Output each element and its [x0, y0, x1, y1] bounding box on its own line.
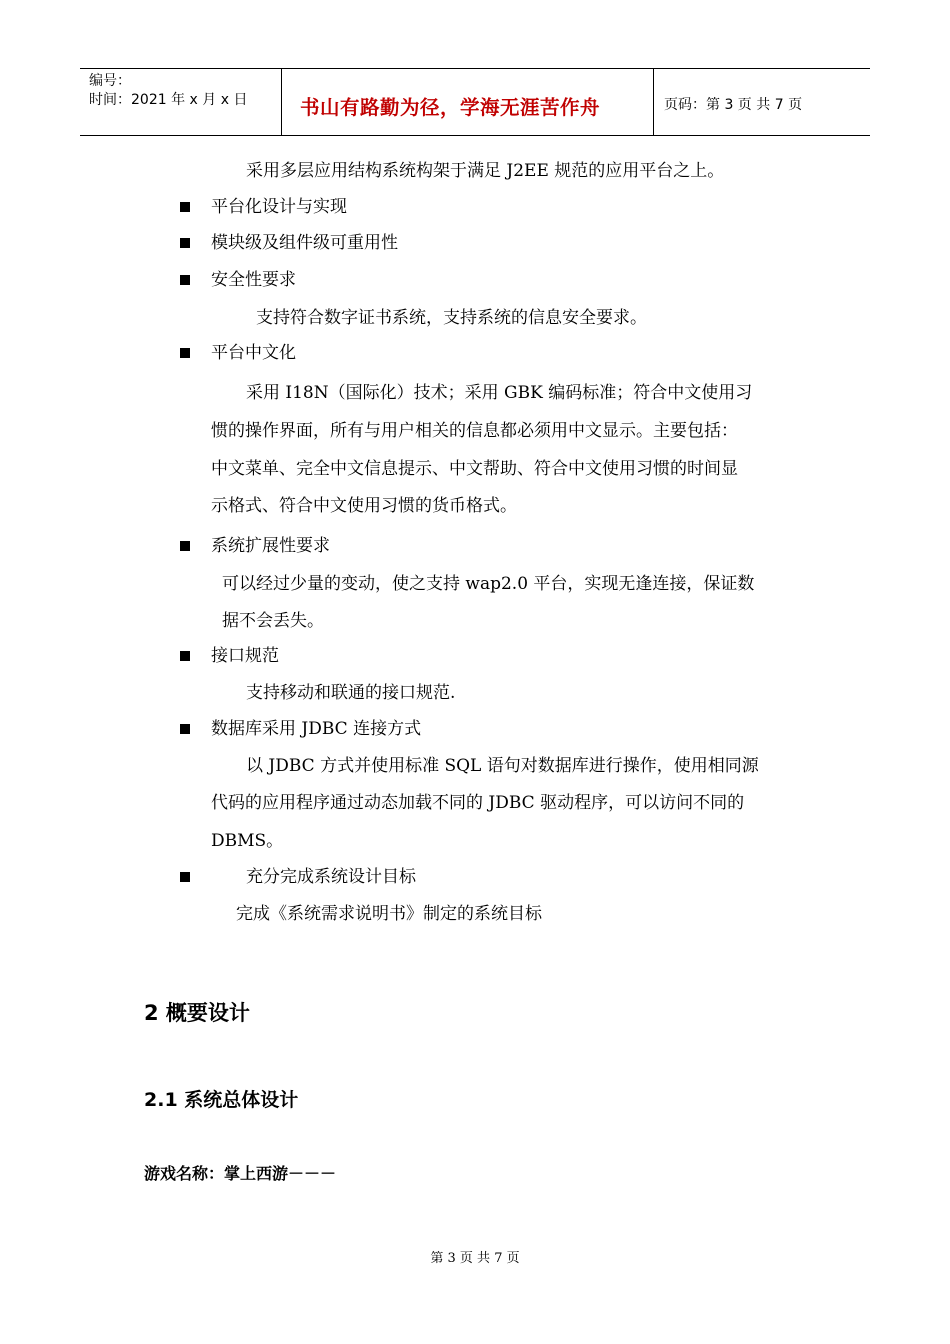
page-footer: 第 3 页 共 7 页	[430, 1251, 520, 1266]
header-page-info: 页码：第 3 页 共 7 页	[664, 97, 803, 113]
bullet-square-icon	[180, 238, 190, 248]
item-body-line: 代码的应用程序通过动态加载不同的 JDBC 驱动程序，可以访问不同的	[211, 793, 745, 813]
item-body-line: 据不会丢失。	[222, 611, 324, 631]
item-title: 模块级及组件级可重用性	[211, 233, 398, 253]
item-body-line: 示格式、符合中文使用习惯的货币格式。	[211, 496, 517, 516]
bullet-square-icon	[180, 348, 190, 358]
bullet-square-icon	[180, 541, 190, 551]
item-body-line: 以 JDBC 方式并使用标准 SQL 语句对数据库进行操作，使用相同源	[246, 756, 759, 776]
game-name-label: 游戏名称：掌上西游－－－	[144, 1164, 337, 1183]
header-meta-cell	[80, 69, 281, 135]
bullet-square-icon	[180, 872, 190, 882]
item-title: 安全性要求	[211, 270, 296, 290]
item-title: 接口规范	[211, 646, 279, 666]
document-date-label: 时间：2021 年 x 月 x 日	[89, 92, 248, 108]
header-motto-cell	[281, 69, 654, 135]
item-body-line: 可以经过少量的变动，使之支持 wap2.0 平台，实现无逢连接，保证数	[222, 574, 755, 594]
section-heading: 2 概要设计	[144, 1001, 250, 1025]
item-title: 系统扩展性要求	[211, 536, 330, 556]
item-title: 充分完成系统设计目标	[246, 867, 416, 887]
item-body-line: 中文菜单、完全中文信息提示、中文帮助、符合中文使用习惯的时间显	[211, 459, 738, 479]
document-number-label: 编号：	[89, 73, 131, 89]
item-body-line: 惯的操作界面，所有与用户相关的信息都必须用中文显示。主要包括：	[211, 421, 738, 441]
bullet-square-icon	[180, 724, 190, 734]
item-body-line: 支持符合数字证书系统，支持系统的信息安全要求。	[256, 308, 647, 328]
item-title: 数据库采用 JDBC 连接方式	[211, 719, 422, 739]
bullet-square-icon	[180, 651, 190, 661]
bullet-square-icon	[180, 275, 190, 285]
item-title: 平台中文化	[211, 343, 296, 363]
bullet-square-icon	[180, 202, 190, 212]
intro-paragraph: 采用多层应用结构系统构架于满足 J2EE 规范的应用平台之上。	[246, 161, 725, 181]
header-motto: 书山有路勤为径，学海无涯苦作舟	[300, 96, 601, 119]
item-body-line: 采用 I18N（国际化）技术；采用 GBK 编码标准；符合中文使用习	[246, 383, 753, 403]
item-body-line: 支持移动和联通的接口规范.	[246, 683, 456, 703]
document-header	[80, 68, 870, 136]
item-body-line: DBMS。	[211, 831, 284, 851]
item-title: 平台化设计与实现	[211, 197, 347, 217]
item-body-line: 完成《系统需求说明书》制定的系统目标	[236, 904, 542, 924]
subsection-heading: 2.1 系统总体设计	[144, 1089, 299, 1111]
